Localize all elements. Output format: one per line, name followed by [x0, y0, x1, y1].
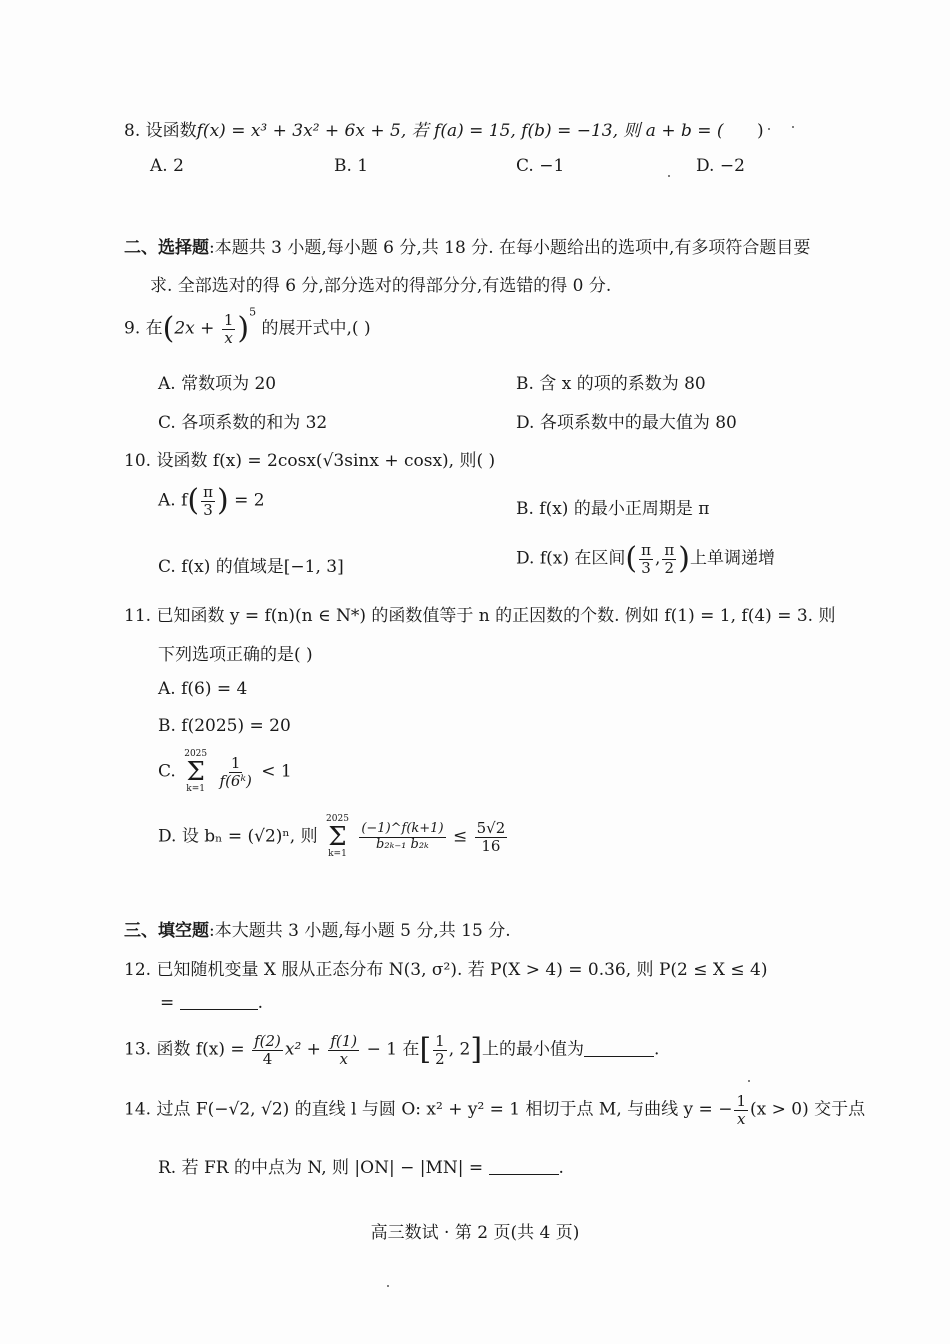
scan-speck: [768, 128, 770, 130]
question-10-stem: 10. 设函数 f(x) = 2cosx(√3sinx + cosx), 则( ): [124, 451, 496, 471]
section-2-desc-1: :本题共 3 小题,每小题 6 分,共 18 分. 在每小题给出的选项中,有多项符合题目要: [209, 238, 811, 258]
question-9-stem: 9. 在(2x + $\frac{1}{x}$ )$^5$ 的展开式中,( ): [124, 305, 371, 347]
question-14-stem-2: R. 若 FR 的中点为 N, 则 |ON| − |MN| = .: [158, 1158, 564, 1178]
question-8-option-d: D. −2: [696, 156, 745, 176]
answer-blank-13[interactable]: [584, 1040, 654, 1057]
question-8-option-b: B. 1: [334, 156, 369, 176]
question-8-option-c: C. −1: [516, 156, 565, 176]
section-3-title: 三、填空题: [124, 921, 209, 941]
question-13-stem: 13. 函数 f(x) = $\frac{f(2)}{4}$ x² + $\frac{f(1)}{x}$ − 1 在[ $\frac{1}{2}$ , 2]上的最小值为 .: [124, 1032, 660, 1068]
scan-speck: [387, 1285, 389, 1287]
question-10-option-c: C. f(x) 的值域是[−1, 3]: [158, 557, 344, 577]
question-11-option-c: C. 2025 Σ k=1 $\frac{1}{\text{f(6ᵏ)}}$ < 1: [158, 749, 292, 794]
question-10-option-b: B. f(x) 的最小正周期是 π: [516, 499, 710, 519]
question-14-stem-1: 14. 过点 F(−√2, √2) 的直线 l 与圆 O: x² + y² = 1 相切于点 M, 与曲线 y = − $\frac{1}{x}$ (x > 0) 交于点: [124, 1092, 866, 1128]
section-2-desc-2: 求. 全部选对的得 6 分,部分选对的得部分分,有选错的得 0 分.: [150, 276, 612, 296]
scan-speck: [748, 1080, 750, 1082]
question-11-option-d: D. 设 bₙ = (√2)ⁿ, 则 2025 Σ k=1 $\frac{(-1)\^{}f(k+1)}{\text{b₂ₖ₋₁ b₂ₖ}}$ ≤ $\frac{5√2}{16}$: [158, 814, 506, 859]
question-12-answer-line: = .: [160, 993, 264, 1013]
summation-d: 2025 Σ k=1: [326, 814, 349, 859]
q9-fraction: $\frac{1}{x}$: [223, 311, 234, 347]
question-11-option-a: A. f(6) = 4: [158, 679, 248, 699]
page-footer: 高三数试 · 第 2 页(共 4 页): [370, 1223, 580, 1243]
section-2-heading: [124, 233, 810, 258]
section-2-title: 二、选择题: [124, 238, 209, 258]
scan-speck: [668, 175, 670, 177]
question-10-option-d: D. f(x) 在区间( $\frac{\pi}{3}$ , $\frac{\pi}{2}$ )上单调递增: [516, 541, 775, 577]
section-3-heading: [124, 916, 511, 941]
section-3-desc: :本大题共 3 小题,每小题 5 分,共 15 分.: [209, 921, 511, 941]
question-12-stem: 12. 已知随机变量 X 服从正态分布 N(3, σ²). 若 P(X > 4) = 0.36, 则 P(2 ≤ X ≤ 4): [124, 960, 768, 980]
answer-blank-14[interactable]: [489, 1158, 559, 1175]
question-9-option-c: C. 各项系数的和为 32: [158, 413, 328, 433]
question-10-option-a: A. f( $\frac{\pi}{3}$ ) = 2: [158, 483, 265, 519]
question-8-option-a: A. 2: [150, 156, 184, 176]
question-9-option-a: A. 常数项为 20: [158, 374, 277, 394]
scan-speck: [792, 126, 794, 128]
question-11-option-b: B. f(2025) = 20: [158, 716, 291, 736]
summation-c: 2025 Σ k=1: [184, 749, 208, 794]
question-11-stem-1: 11. 已知函数 y = f(n)(n ∈ N*) 的函数值等于 n 的正因数的个数. 例如 f(1) = 1, f(4) = 3. 则: [124, 606, 836, 626]
question-11-stem-2: 下列选项正确的是( ): [158, 645, 313, 665]
question-9-option-b: B. 含 x 的项的系数为 80: [516, 374, 706, 394]
answer-blank-12[interactable]: [180, 993, 258, 1010]
question-9-option-d: D. 各项系数中的最大值为 80: [516, 413, 737, 433]
question-8-stem: 8. 设函数f(x) = x³ + 3x² + 6x + 5, 若 f(a) = 15, f(b) = −13, 则 a + b = ( ): [124, 121, 764, 141]
